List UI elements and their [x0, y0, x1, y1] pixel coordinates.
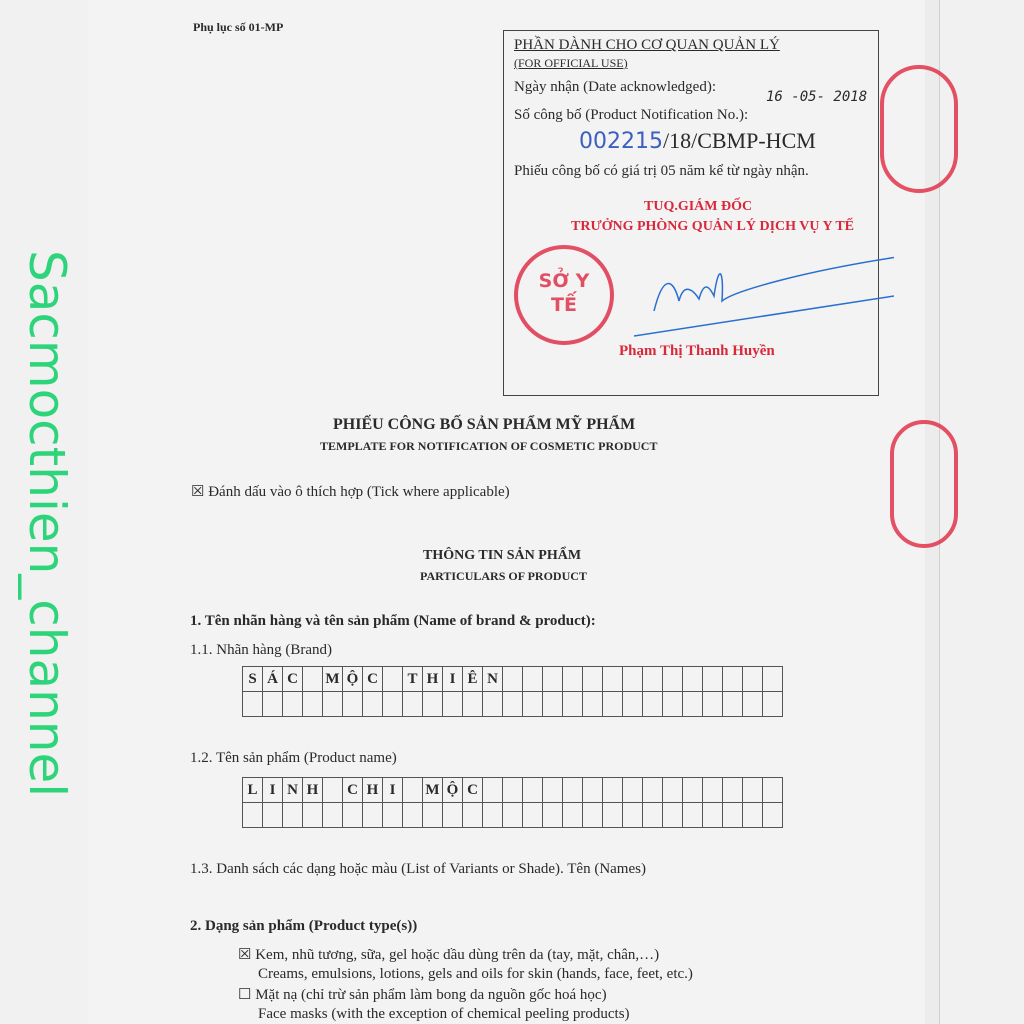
- signer-title-1: TUQ.GIÁM ĐỐC: [644, 199, 753, 214]
- grid-cell: L: [243, 778, 263, 803]
- grid-cell: [363, 692, 383, 717]
- empty-box-icon[interactable]: ☐: [238, 987, 256, 1003]
- grid-cell: [243, 803, 263, 828]
- brand-grid: [242, 666, 783, 717]
- grid-cell: [723, 778, 743, 803]
- grid-cell: C: [363, 667, 383, 692]
- grid-cell: [623, 803, 643, 828]
- grid-cell: [663, 803, 683, 828]
- grid-cell: N: [283, 778, 303, 803]
- grid-cell: [723, 803, 743, 828]
- grid-cell: C: [343, 778, 363, 803]
- grid-cell: [583, 667, 603, 692]
- grid-cell: [663, 692, 683, 717]
- grid-cell: [603, 803, 623, 828]
- type-en: Face masks (with the exception of chemical peeling products): [258, 1006, 630, 1022]
- grid-cell: [543, 778, 563, 803]
- grid-cell: N: [483, 667, 503, 692]
- signature-icon: [604, 241, 894, 341]
- grid-cell: [563, 667, 583, 692]
- grid-cell: [443, 803, 463, 828]
- side-stamp-bottom: [890, 420, 958, 548]
- grid-cell: [703, 692, 723, 717]
- type-option-masks[interactable]: [238, 986, 630, 1024]
- grid-cell: [683, 803, 703, 828]
- notification-number: [579, 128, 816, 155]
- grid-cell: [623, 692, 643, 717]
- grid-cell: [503, 778, 523, 803]
- product-name-label: 1.2. Tên sản phẩm (Product name): [190, 750, 397, 766]
- grid-cell: [303, 692, 323, 717]
- section-title: THÔNG TIN SẢN PHẨM: [423, 548, 582, 563]
- grid-cell: [763, 778, 783, 803]
- signer-title-2: TRƯỞNG PHÒNG QUẢN LÝ DỊCH VỤ Y TẾ: [571, 219, 855, 234]
- date-value: 16 -05- 2018: [766, 89, 868, 105]
- checked-box-icon[interactable]: ☒: [238, 947, 256, 963]
- grid-cell: [303, 803, 323, 828]
- validity-note: Phiếu công bố có giá trị 05 năm kể từ ngày nhận.: [514, 163, 809, 179]
- checked-box-icon: ☒: [191, 484, 209, 500]
- grid-cell: [643, 778, 663, 803]
- grid-cell: [563, 778, 583, 803]
- grid-cell: [603, 778, 623, 803]
- number-stamp: 002215: [579, 129, 663, 154]
- grid-cell: [683, 692, 703, 717]
- grid-cell: [323, 803, 343, 828]
- type-option-creams[interactable]: [238, 946, 693, 984]
- grid-cell: T: [403, 667, 423, 692]
- grid-row: [243, 778, 783, 803]
- grid-cell: [263, 692, 283, 717]
- grid-cell: [403, 803, 423, 828]
- form-title: PHIẾU CÔNG BỐ SẢN PHẨM MỸ PHẨM: [333, 416, 636, 433]
- grid-cell: [683, 667, 703, 692]
- official-title: PHẦN DÀNH CHO CƠ QUAN QUẢN LÝ: [514, 37, 780, 53]
- grid-cell: H: [363, 778, 383, 803]
- grid-cell: [383, 803, 403, 828]
- grid-cell: H: [303, 778, 323, 803]
- grid-cell: [703, 667, 723, 692]
- grid-cell: [263, 803, 283, 828]
- grid-cell: [563, 803, 583, 828]
- grid-cell: [763, 692, 783, 717]
- grid-cell: [763, 667, 783, 692]
- grid-cell: [343, 692, 363, 717]
- grid-cell: [763, 803, 783, 828]
- variants-label: 1.3. Danh sách các dạng hoặc màu (List of Variants or Shade). Tên (Names): [190, 861, 646, 877]
- grid-cell: [623, 778, 643, 803]
- grid-cell: [463, 803, 483, 828]
- tick-note-text: Đánh dấu vào ô thích hợp (Tick where applicable): [208, 484, 510, 500]
- grid-cell: [403, 778, 423, 803]
- grid-cell: [683, 778, 703, 803]
- grid-cell: [503, 692, 523, 717]
- grid-cell: [583, 692, 603, 717]
- grid-cell: [483, 692, 503, 717]
- official-use-box: [503, 30, 879, 396]
- grid-cell: [543, 692, 563, 717]
- grid-cell: [383, 692, 403, 717]
- grid-cell: [423, 692, 443, 717]
- date-label: Ngày nhận (Date acknowledged):: [514, 79, 717, 95]
- grid-row: [243, 803, 783, 828]
- grid-cell: H: [423, 667, 443, 692]
- grid-row: [243, 692, 783, 717]
- grid-cell: [743, 803, 763, 828]
- grid-cell: [243, 692, 263, 717]
- grid-cell: [583, 803, 603, 828]
- grid-cell: [383, 667, 403, 692]
- grid-cell: [323, 778, 343, 803]
- grid-cell: [543, 803, 563, 828]
- grid-cell: [303, 667, 323, 692]
- grid-cell: [603, 667, 623, 692]
- grid-row: [243, 667, 783, 692]
- grid-cell: I: [383, 778, 403, 803]
- grid-cell: [643, 692, 663, 717]
- tick-note: [191, 482, 510, 501]
- grid-cell: M: [423, 778, 443, 803]
- grid-cell: Á: [263, 667, 283, 692]
- grid-cell: [283, 692, 303, 717]
- grid-cell: S: [243, 667, 263, 692]
- grid-cell: [503, 667, 523, 692]
- grid-cell: M: [323, 667, 343, 692]
- grid-cell: [583, 778, 603, 803]
- seal-text: SỞ Y TẾ: [538, 270, 590, 316]
- grid-cell: I: [443, 667, 463, 692]
- type-vi: Mặt nạ (chỉ trừ sản phẩm làm bong da nguồn gốc hoá học): [255, 987, 607, 1003]
- grid-cell: [743, 778, 763, 803]
- grid-cell: Ộ: [443, 778, 463, 803]
- grid-cell: [443, 692, 463, 717]
- grid-cell: [743, 692, 763, 717]
- grid-cell: [523, 692, 543, 717]
- grid-cell: [543, 667, 563, 692]
- section-title-en: PARTICULARS OF PRODUCT: [420, 569, 587, 583]
- grid-cell: [723, 692, 743, 717]
- grid-cell: [563, 692, 583, 717]
- appendix-label: Phụ lục số 01-MP: [193, 20, 284, 34]
- grid-cell: [483, 803, 503, 828]
- grid-cell: Ê: [463, 667, 483, 692]
- grid-cell: [723, 667, 743, 692]
- grid-cell: [523, 667, 543, 692]
- official-title-en: (FOR OFFICIAL USE): [514, 56, 628, 70]
- grid-cell: C: [283, 667, 303, 692]
- grid-cell: [523, 778, 543, 803]
- grid-cell: [703, 778, 723, 803]
- form-title-en: TEMPLATE FOR NOTIFICATION OF COSMETIC PRODUCT: [320, 439, 658, 453]
- grid-cell: [663, 667, 683, 692]
- section-1-heading: 1. Tên nhãn hàng và tên sản phẩm (Name of brand & product):: [190, 613, 596, 629]
- grid-cell: [623, 667, 643, 692]
- number-label: Số công bố (Product Notification No.):: [514, 107, 749, 123]
- grid-cell: [663, 778, 683, 803]
- grid-cell: C: [463, 778, 483, 803]
- signer-name: Phạm Thị Thanh Huyền: [619, 343, 775, 359]
- grid-cell: [643, 803, 663, 828]
- grid-cell: [703, 803, 723, 828]
- grid-cell: [283, 803, 303, 828]
- grid-cell: [483, 778, 503, 803]
- grid-cell: [743, 667, 763, 692]
- watermark: Sacmocthien_channel: [18, 250, 76, 798]
- grid-cell: Ộ: [343, 667, 363, 692]
- product-name-grid: [242, 777, 783, 828]
- grid-cell: I: [263, 778, 283, 803]
- type-en: Creams, emulsions, lotions, gels and oils for skin (hands, face, feet, etc.): [258, 966, 693, 982]
- grid-cell: [503, 803, 523, 828]
- grid-cell: [423, 803, 443, 828]
- section-2-heading: 2. Dạng sản phẩm (Product type(s)): [190, 918, 418, 934]
- official-seal: [514, 245, 614, 345]
- brand-label: 1.1. Nhãn hàng (Brand): [190, 642, 333, 658]
- grid-cell: [363, 803, 383, 828]
- grid-cell: [603, 692, 623, 717]
- grid-cell: [343, 803, 363, 828]
- grid-cell: [523, 803, 543, 828]
- grid-cell: [323, 692, 343, 717]
- grid-cell: [403, 692, 423, 717]
- number-suffix: /18/CBMP-HCM: [662, 128, 816, 153]
- type-vi: Kem, nhũ tương, sữa, gel hoặc dầu dùng trên da (tay, mặt, chân,…): [255, 947, 660, 963]
- side-stamp-top: [880, 65, 958, 193]
- grid-cell: [643, 667, 663, 692]
- grid-cell: [463, 692, 483, 717]
